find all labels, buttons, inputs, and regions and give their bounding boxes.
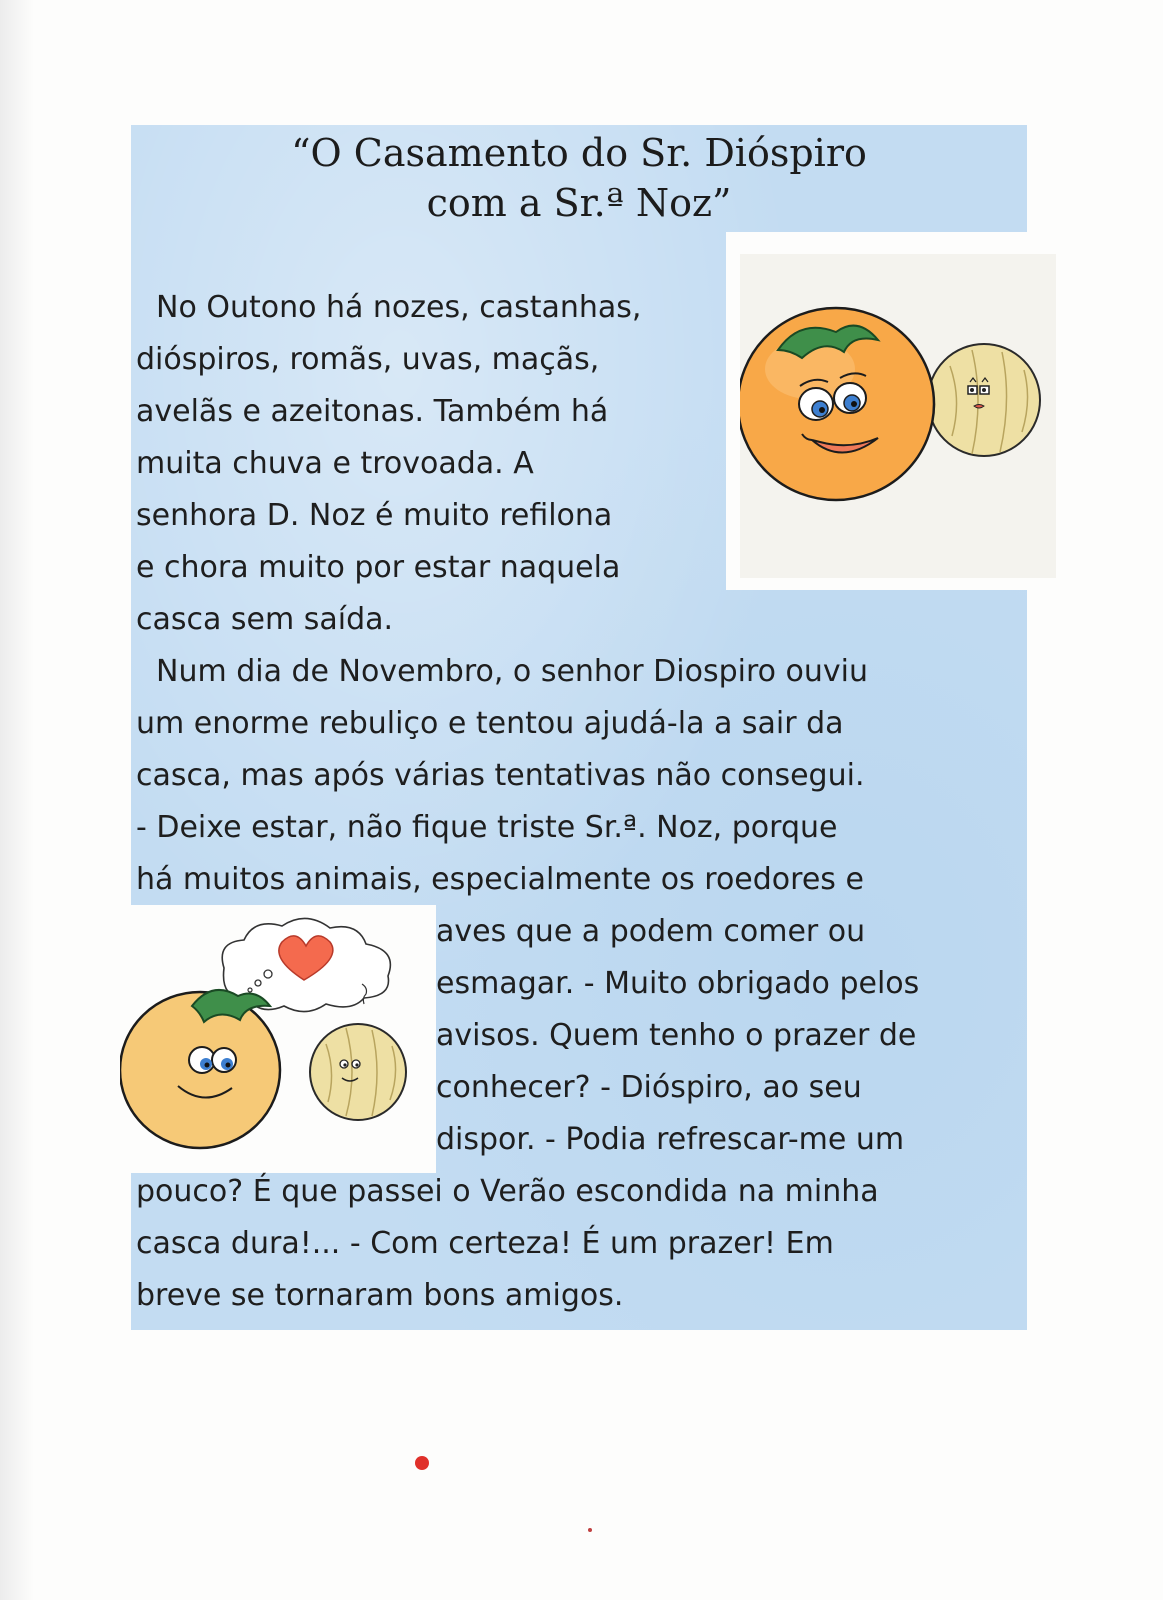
story-line: e chora muito por estar naquela: [136, 550, 621, 585]
story-line: - Deixe estar, não fique triste Sr.ª. Noz, porque: [136, 810, 838, 845]
paper-shadow-edge: [0, 0, 34, 1600]
story-line: avisos. Quem tenho o prazer de: [436, 1018, 917, 1053]
story-line: casca dura!... - Com certeza! É um prazer! Em: [136, 1226, 834, 1261]
story-line: há muitos animais, especialmente os roedores e: [136, 862, 864, 897]
story-line: dispor. - Podia refrescar-me um: [436, 1122, 905, 1157]
story-title: [131, 128, 1027, 228]
persimmon-character: [740, 308, 934, 500]
story-line: casca sem saída.: [136, 602, 394, 637]
story-line: conhecer? - Dióspiro, ao seu: [436, 1070, 862, 1105]
story-line: Num dia de Novembro, o senhor Diospiro ouviu: [156, 654, 868, 689]
story-line: casca, mas após várias tentativas não consegui.: [136, 758, 865, 793]
title-line-2: com a Sr.ª Noz”: [426, 181, 732, 225]
walnut-character: [928, 344, 1040, 456]
story-line: pouco? É que passei o Verão escondida na minha: [136, 1174, 879, 1209]
speck: [588, 1528, 592, 1532]
story-line: senhora D. Noz é muito refilona: [136, 498, 613, 533]
story-line: avelãs e azeitonas. Também há: [136, 394, 609, 429]
story-line: breve se tornaram bons amigos.: [136, 1278, 624, 1313]
walnut-character-small: [310, 1024, 406, 1120]
story-line: um enorme rebuliço e tentou ajudá-la a sair da: [136, 706, 844, 741]
story-line: muita chuva e trovoada. A: [136, 446, 534, 481]
red-speck: [415, 1456, 429, 1470]
story-line: No Outono há nozes, castanhas,: [156, 290, 642, 325]
title-line-1: “O Casamento do Sr. Dióspiro: [291, 131, 867, 175]
story-line: esmagar. - Muito obrigado pelos: [436, 966, 920, 1001]
story-line: dióspiros, romãs, uvas, maçãs,: [136, 342, 600, 377]
persimmon-walnut-illustration: [740, 254, 1056, 578]
love-thought-illustration: [120, 910, 436, 1172]
persimmon-character-small: [120, 990, 280, 1148]
story-line: aves que a podem comer ou: [436, 914, 866, 949]
